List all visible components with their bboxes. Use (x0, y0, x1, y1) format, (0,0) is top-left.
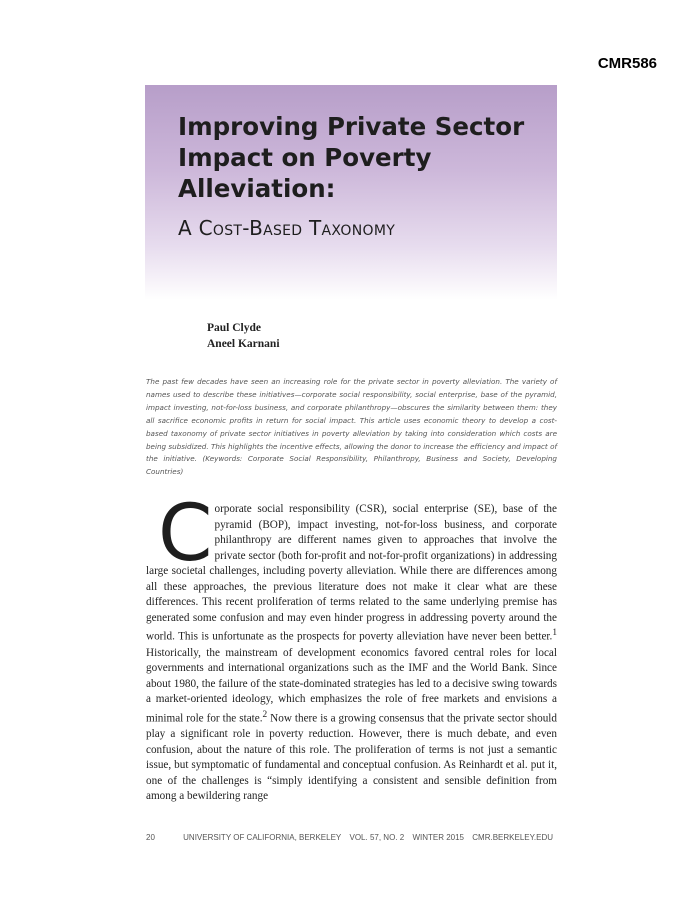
body-text-segment: orporate social responsibility (CSR), social enterprise (SE), base of the pyramid (BOP), impact investing, not-for-loss business, and corporate philanthropy are different names given to approaches that involve the private sector (both for-profit and not-for-profit organizations) in addressing large societal challenges, including poverty alleviation. While there are differences among all these approaches, the previous literature does not make it clear what are these differences. This recent proliferation of terms related to the same underlying premise has generated some confusion and may even hinder progress in addressing poverty around the world. This is unfortunate as the prospects for poverty alleviation have never been better. (146, 503, 557, 644)
article-code: CMR586 (597, 55, 657, 72)
author-name: Aneel Karnani (207, 338, 280, 350)
title-banner (145, 85, 557, 300)
footnote-ref[interactable]: 2 (262, 709, 268, 720)
volume: VOL. 57, NO. 2 (349, 833, 405, 842)
author-list (207, 320, 280, 352)
page-footer (146, 833, 559, 842)
issue: WINTER 2015 (412, 833, 465, 842)
article-title: Improving Private Sector Impact on Poverty Alleviation: (178, 112, 525, 203)
publisher: UNIVERSITY OF CALIFORNIA, BERKELEY (183, 833, 342, 842)
footnote-ref[interactable]: 1 (552, 628, 557, 639)
abstract: The past few decades have seen an increasing role for the private sector in poverty alleviation. The variety of names used to describe these initiatives—corporate social responsibility, social enterprise, base of the pyramid, impact investing, not-for-loss business, and corporate philanthropy—obscures the similarity between them: they all sacrifice economic profits in return for social impact. This article uses economic theory to develop a cost-based taxonomy of private sector initiatives in poverty alleviation by taking into consideration which costs are being subsidized. This highlights the incentive effects, allowing the donor to increase the efficiency and impact of the initiative. (Keywords: Corporate Social Responsibility, Philanthropy, Business and Society, Developing Countries) (146, 377, 557, 477)
drop-cap: C (158, 489, 213, 579)
page-number: 20 (146, 833, 155, 842)
body-text-segment: Now there is a growing consensus that the private sector should play a significant role in poverty reduction. However, there is much debate, and even confusion, about the nature of this role. The proliferation of terms is not just a semantic issue, but symptomatic of fundamental and conceptual confusion. As Reinhardt et al. put it, one of the challenges is “simply identifying a consistent and sensible definition from among a bewildering range (146, 712, 557, 803)
body-text-segment: Historically, the mainstream of development economics favored central roles for local governments and international organizations such as the IMF and the World Bank. Since about 1980, the failure of the state-dominated strategies has led to a decisive swing towards a market-oriented ideology, which emphasizes the role of free markets and envisions a minimal role for the state. (146, 646, 557, 725)
journal-url[interactable]: CMR.BERKELEY.EDU (472, 833, 554, 842)
author-name: Paul Clyde (207, 322, 261, 334)
body-paragraph (146, 489, 557, 805)
article-subtitle: A Cost-Based Taxonomy (178, 216, 396, 240)
